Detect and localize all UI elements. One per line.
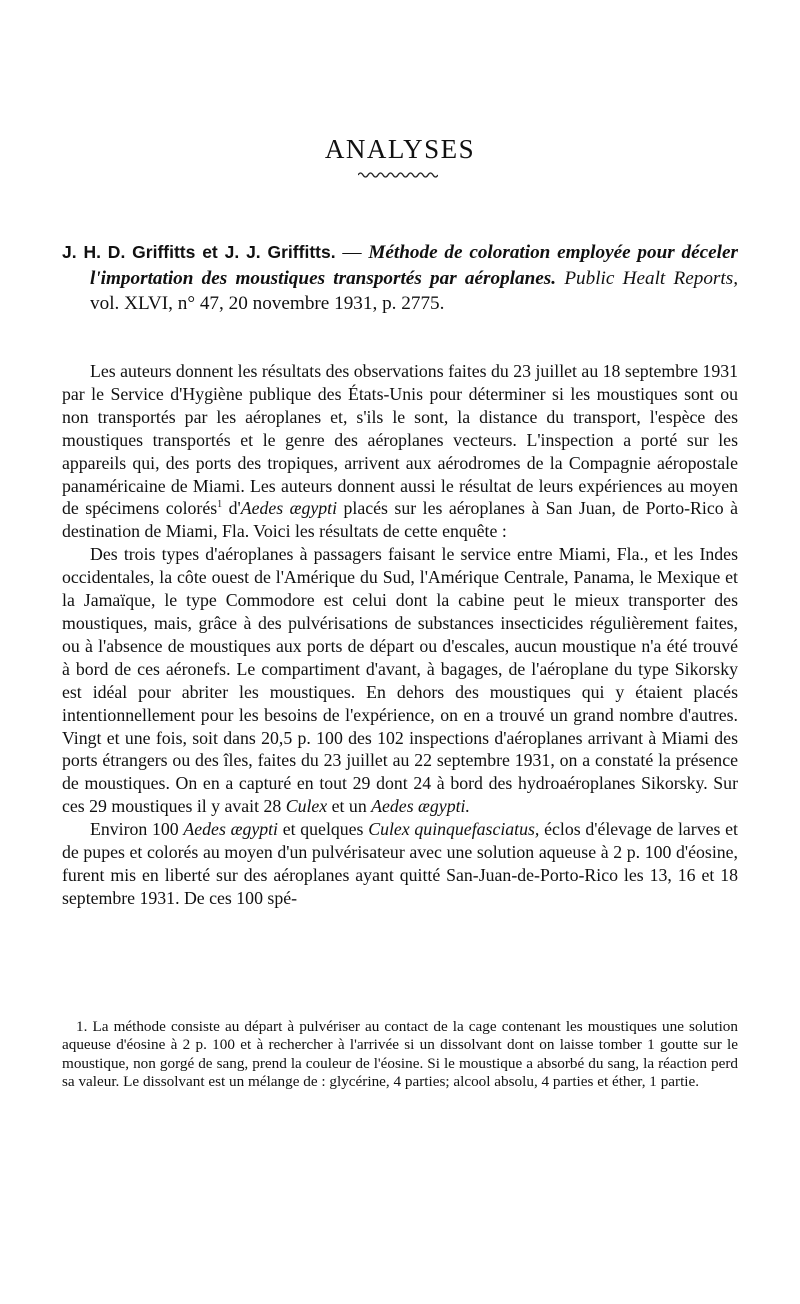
paragraph-3 (62, 818, 738, 910)
paragraph-1-text-c: placés sur les aéroplanes à San Juan, de Porto-Rico à destination de Miami, Fla. Voici les résultats de cette enquête : (62, 498, 738, 542)
footnote-text: 1. La méthode consiste au départ à pulvériser au contact de la cage contenant les moustiques une solution aqueuse d'éosine à 2 p. 100 et à rechercher à l'arrivée si un dissolvant dont on laisse tomber 1 goutte sur le moustique, non gorgé de sang, prend la couleur de l'éosine. Si le moustique a absorbé du sang, la réaction perd sa valeur. Le dissolvant est un mélange de : glycérine, 4 parties; alcool absolu, 4 parties et éther, 1 partie. (62, 1018, 738, 1091)
article-body (62, 360, 738, 910)
reference-authors: J. H. D. Griffitts et J. J. Griffitts. (62, 242, 336, 262)
paragraph-3-text-c: éclos d'élevage de larves et de pupes et colorés au moyen d'un pulvérisateur avec une solution aqueuse à 2 p. 100 d'éosine, furent mis en liberté sur des aéroplanes ayant quitté San-Juan-de-Porto-Rico les 13, 16 et 18 septembre 1931. De ces 100 spé- (62, 819, 738, 908)
reference-journal: Public Healt Reports, (564, 267, 738, 289)
paragraph-1-text-a: Les auteurs donnent les résultats des observations faites du 23 juillet au 18 septembre 1931 par le Service d'Hygiène publique des États-Unis pour déterminer si les moustiques sont ou non transportés par les aéroplanes et, s'ils le sont, la distance du transport, l'espèce des moustiques transportés et le genre des aéroplanes vecteurs. L'inspection a porté sur les appareils qui, des ports des tropiques, arrivent aux aérodromes de la Compagnie aéropostale panaméricaine de Miami. Les auteurs donnent aussi le résultat de leurs expériences au moyen de spécimens colorés (62, 361, 738, 519)
footnote-marker: 1 (217, 499, 223, 511)
bibliographic-reference (62, 240, 738, 317)
species-name: Aedes ægypti (240, 498, 338, 519)
species-name: Aedes ægypti (183, 819, 278, 840)
species-name: Aedes ægypti. (371, 796, 470, 817)
paragraph-1-text-b: d' (222, 498, 241, 519)
reference-article-title: Méthode de coloration employée pour déceler l'importation des moustiques transportés par aéroplanes. (90, 242, 738, 289)
ornament-divider (358, 170, 438, 180)
paragraph-2-text-b: et un (327, 796, 372, 817)
reference-dash: — (335, 242, 369, 263)
reference-details: vol. XLVI, n° 47, 20 novembre 1931, p. 2775. (90, 293, 445, 314)
species-name: Culex quinquefasciatus, (368, 819, 540, 840)
paragraph-3-text-b: et quelques (278, 819, 369, 840)
page-title: ANALYSES (324, 134, 476, 165)
paragraph-2 (62, 543, 738, 818)
footnote (62, 1018, 738, 1092)
paragraph-1 (62, 360, 738, 543)
paragraph-3-text-a: Environ 100 (90, 819, 184, 840)
paragraph-2-text-a: Des trois types d'aéroplanes à passagers faisant le service entre Miami, Fla., et les Indes occidentales, la côte ouest de l'Amérique du Sud, l'Amérique Centrale, Panama, le Mexique et la Jamaïque, le type Commodore est celui dont la cabine peut le mieux transporter des moustiques, mais, grâce à des pulvérisations de substances insecticides régulièrement faites, ou à l'absence de moustiques aux ports de départ ou d'escales, aucun moustique n'a été trouvé à bord de ces aéronefs. Le compartiment d'avant, à bagages, de l'aéroplane du type Sikorsky est idéal pour abriter les moustiques. En dehors des moustiques qui y étaient placés intentionnellement pour les besoins de l'expérience, on en a trouvé un grand nombre d'autres. Vingt et une fois, soit dans 20,5 p. 100 des 102 inspections d'aéroplanes arrivant à Miami des ports étrangers ou des îles, faites du 23 juillet au 22 septembre 1931, on a constaté la présence de moustiques. On en a capturé en tout 29 dont 24 à bord des hydroaéroplanes Sikorsky. Sur ces 29 moustiques il y avait 28 (62, 544, 738, 817)
genus-name: Culex (285, 796, 328, 817)
